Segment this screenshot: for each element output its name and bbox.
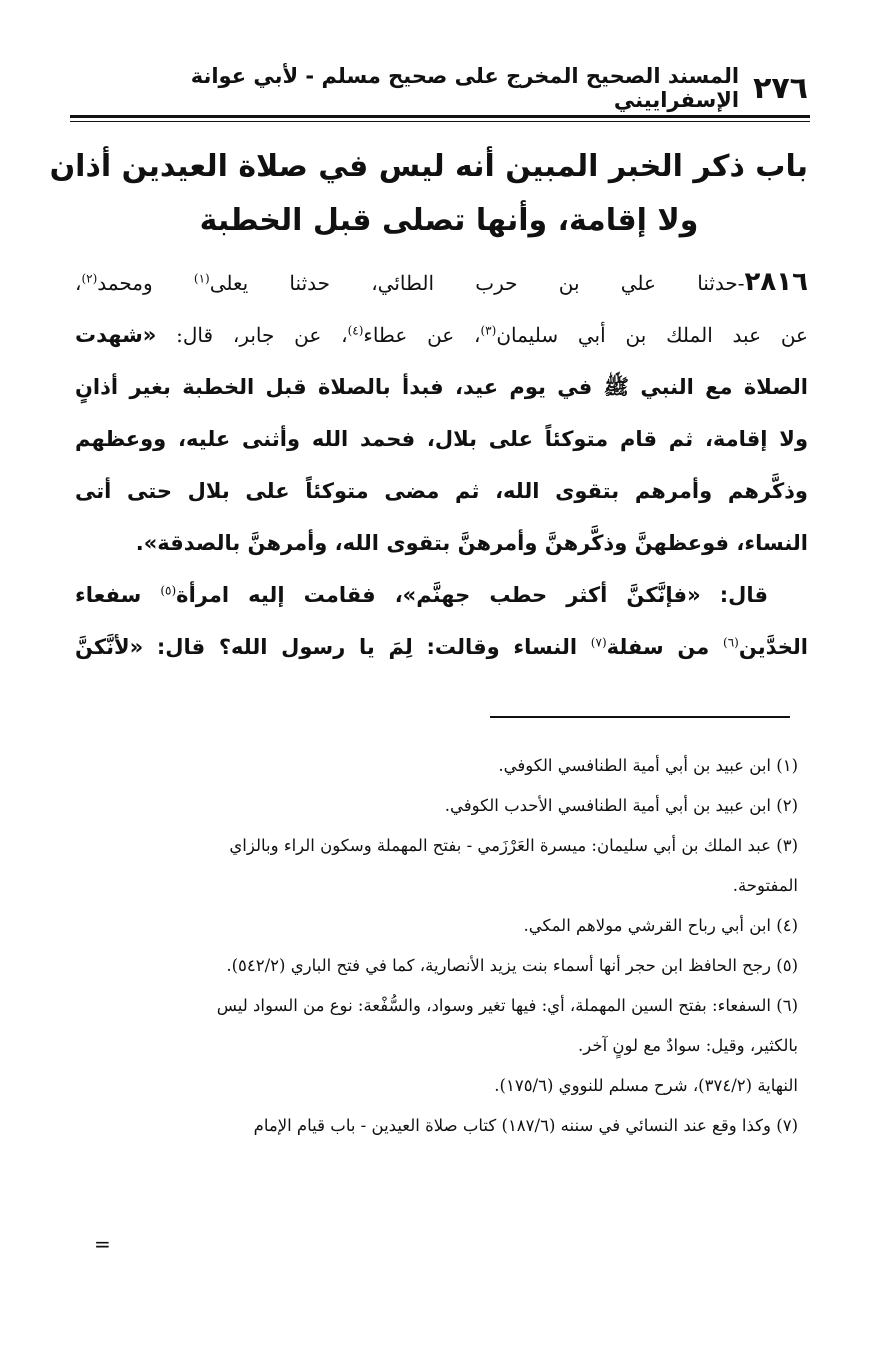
hadith-line-7: قال: «فإنَّكنَّ أكثر حطب جهنَّم»، فقامت إليه امرأة$^{(٥)}$ سفعاء <box>75 583 768 607</box>
footnote-ref: (٥) <box>160 583 177 598</box>
hadith-number: ٢٨١٦ <box>744 267 808 297</box>
footnote-ref: (٦) <box>723 635 739 650</box>
running-title: المسند الصحيح المخرج على صحيح مسلم - لأبي عوانة الإسفراييني <box>190 64 740 112</box>
hadith-line-8: الخدَّين$^{(٦)}$ من سفلة$^{(٧)}$ النساء وقالت: لِمَ يا رسول الله؟ قال: «لأنَّكنَّ <box>75 635 808 659</box>
hadith-line-2: عن عبد الملك بن أبي سليمان$^{(٣)}$، عن عطاء$^{(٤)}$، عن جابر، قال: «شهدت <box>75 323 808 347</box>
page-number: ٢٧٦ <box>753 70 808 106</box>
footnote-ref: (١) <box>193 271 210 286</box>
footnote-1: (١) ابن عبيد بن أبي أمية الطنافسي الكوفي. <box>498 756 798 775</box>
hadith-line-6: النساء، فوعظهنَّ وذكَّرهنَّ وأمرهنَّ بتقوى الله، وأمرهنَّ بالصدقة». <box>135 531 808 555</box>
hadith-line-4: ولا إقامة، ثم قام متوكئاً على بلال، فحمد الله وأثنى عليه، ووعظهم <box>75 427 808 451</box>
footnote-ref: (٣) <box>480 323 497 338</box>
header-rule-thin <box>70 121 810 122</box>
footnote-6: (٦) السفعاء: بفتح السين المهملة، أي: فيها تغير وسواد، والسُّفْعة: نوع من السواد ليس <box>216 996 798 1015</box>
footnote-ref: (٤) <box>347 323 364 338</box>
continuation-mark: = <box>94 1232 111 1256</box>
hadith-line-1: ٢٨١٦-حدثنا علي بن حرب الطائي، حدثنا يعلى$^{(١)}$ ومحمد$^{(٢)}$، <box>75 267 808 297</box>
footnote-ref: (٢) <box>81 271 98 286</box>
header-rule <box>70 115 810 118</box>
hadith-line-3: الصلاة مع النبي ﷺ في يوم عيد، فبدأ بالصلاة قبل الخطبة بغير أذانٍ <box>75 375 808 399</box>
hadith-text <box>75 256 808 673</box>
footnotes <box>80 746 798 1146</box>
footnote-3-continued: المفتوحة. <box>732 876 798 895</box>
chapter-title <box>49 140 808 248</box>
footnote-6-source: النهاية (٣٧٤/٢)، شرح مسلم للنووي (١٧٥/٦). <box>494 1076 798 1095</box>
footnote-4: (٤) ابن أبي رباح القرشي مولاهم المكي. <box>523 916 798 935</box>
chapter-title-line-1: باب ذكر الخبر المبين أنه ليس في صلاة العيدين أذان <box>49 149 808 184</box>
footnote-5: (٥) رجح الحافظ ابن حجر أنها أسماء بنت يزيد الأنصارية، كما في فتح الباري (٥٤٢/٢). <box>226 956 798 975</box>
footnote-6-continued: بالكثير، وقيل: سوادٌ مع لونٍ آخر. <box>578 1036 798 1055</box>
hadith-line-5: وذكَّرهم وأمرهم بتقوى الله، ثم مضى متوكئاً على بلال حتى أتى <box>75 479 808 503</box>
chapter-title-line-2: ولا إقامة، وأنها تصلى قبل الخطبة <box>199 203 699 238</box>
footnote-2: (٢) ابن عبيد بن أبي أمية الطنافسي الأحدب الكوفي. <box>444 796 798 815</box>
page-header <box>70 62 808 114</box>
footnote-separator <box>490 716 790 718</box>
footnote-3: (٣) عبد الملك بن أبي سليمان: ميسرة العَرْزَمي - بفتح المهملة وسكون الراء وبالزاي <box>229 836 798 855</box>
footnote-ref: (٧) <box>590 635 607 650</box>
footnote-7: (٧) وكذا وقع عند النسائي في سننه (١٨٧/٦) كتاب صلاة العيدين - باب قيام الإمام <box>253 1116 798 1135</box>
